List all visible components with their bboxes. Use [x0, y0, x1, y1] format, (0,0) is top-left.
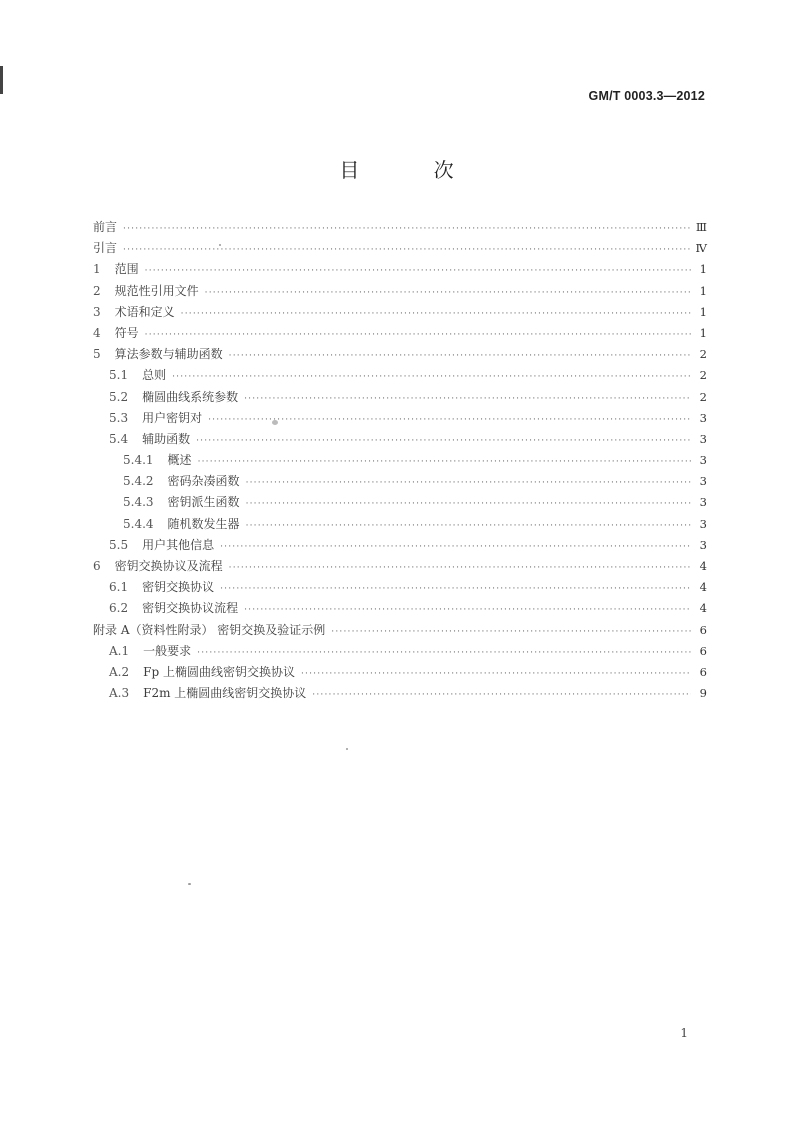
toc-entry-page: 1 [699, 262, 707, 277]
toc-dot-leader [220, 584, 691, 594]
toc-entry-page: 9 [699, 686, 707, 701]
toc-entry-number: A.3 [109, 686, 130, 701]
toc-entry-label: F2m 上椭圆曲线密钥交换协议 [143, 686, 307, 701]
toc-entry-label: 规范性引用文件 [114, 283, 199, 298]
toc-dot-leader [123, 245, 689, 255]
toc-entry-label: 用户其他信息 [142, 537, 215, 552]
toc-entry[interactable] [93, 493, 707, 514]
toc-entry-label: 概述 [167, 453, 192, 468]
toc-dot-leader [123, 224, 690, 234]
toc-entry-number: 6.1 [109, 580, 129, 595]
scan-speck [272, 420, 278, 425]
toc-entry-number: 5.4.3 [123, 495, 154, 510]
toc-entry-page: 6 [699, 643, 707, 658]
toc-entry-label: 用户密钥对 [142, 410, 203, 425]
toc-entry[interactable] [93, 430, 707, 451]
toc-entry-number: 2 [93, 283, 101, 298]
toc-entry-number: 3 [93, 304, 101, 319]
toc-entry[interactable] [93, 472, 707, 493]
table-of-contents [93, 218, 707, 705]
toc-entry[interactable] [93, 642, 707, 663]
toc-entry-label: 密钥交换协议 [142, 580, 215, 595]
toc-dot-leader [331, 627, 691, 637]
toc-dot-leader [220, 542, 691, 552]
toc-entry-number: 5.4 [109, 431, 129, 446]
toc-dot-leader [246, 521, 691, 531]
toc-entry[interactable] [93, 388, 707, 409]
toc-entry-page: 2 [699, 347, 707, 362]
toc-dot-leader [244, 394, 691, 404]
toc-entry-page: 3 [699, 537, 707, 552]
toc-entry-label: 算法参数与辅助函数 [114, 347, 223, 362]
toc-entry-number: 5.1 [109, 368, 129, 383]
toc-entry-label: 密钥交换协议及流程 [114, 559, 223, 573]
toc-entry-page: 1 [699, 304, 707, 319]
toc-dot-leader [172, 372, 691, 382]
toc-entry-number: 5.5 [109, 537, 129, 552]
toc-entry-page: 3 [699, 516, 707, 531]
toc-dot-leader [196, 436, 691, 446]
toc-entry-number: 5.4.4 [123, 516, 154, 531]
toc-entry[interactable] [93, 578, 707, 599]
toc-entry[interactable] [93, 366, 707, 387]
toc-entry[interactable] [93, 599, 707, 620]
toc-entry-label: 符号 [114, 325, 139, 340]
toc-entry[interactable] [93, 451, 707, 472]
toc-entry-page: 3 [699, 410, 707, 425]
toc-entry-page: 3 [699, 495, 707, 510]
toc-dot-leader [145, 330, 691, 340]
toc-entry-label: 引言 [93, 241, 118, 256]
toc-dot-leader [301, 669, 691, 679]
toc-entry-page: 6 [699, 622, 707, 637]
scan-edge-mark [0, 66, 3, 94]
toc-dot-leader [198, 457, 691, 467]
toc-dot-leader [205, 288, 691, 298]
toc-entry-page: 2 [699, 368, 707, 383]
toc-entry-label: 密钥交换协议流程 [142, 601, 239, 616]
toc-entry-label: 随机数发生器 [167, 516, 240, 531]
scan-speck [346, 748, 348, 750]
toc-entry-number: 6.2 [109, 601, 129, 616]
toc-dot-leader [246, 478, 691, 488]
toc-entry-number: A.2 [109, 664, 130, 679]
toc-entry-page: 6 [699, 664, 707, 679]
toc-entry-label: 范围 [114, 262, 139, 277]
toc-dot-leader [145, 266, 691, 276]
standard-code: GM/T 0003.3—2012 [588, 89, 705, 103]
toc-entry[interactable] [93, 536, 707, 557]
toc-entry-label: 附录 A（资料性附录） 密钥交换及验证示例 [93, 622, 326, 637]
toc-entry[interactable] [93, 324, 707, 345]
toc-entry-number: 5 [93, 347, 101, 362]
toc-entry-page: 1 [699, 325, 707, 340]
toc-entry[interactable] [93, 557, 707, 578]
toc-dot-leader [312, 690, 691, 700]
toc-entry-number: 5.2 [109, 389, 129, 404]
toc-entry-label: 总则 [142, 368, 167, 383]
toc-entry-number: 4 [93, 325, 101, 340]
toc-entry-number: 5.3 [109, 410, 129, 425]
toc-dot-leader [244, 605, 691, 615]
toc-entry-number: 5.4.2 [123, 474, 154, 489]
toc-dot-leader [197, 648, 691, 658]
toc-entry-page: 3 [699, 431, 707, 446]
toc-entry-page: 3 [699, 453, 707, 468]
toc-entry-label: 椭圆曲线系统参数 [142, 389, 239, 404]
toc-entry-page: Ⅳ [695, 241, 707, 256]
toc-entry-label: 术语和定义 [114, 304, 175, 319]
toc-entry-page: Ⅲ [695, 220, 707, 234]
toc-entry[interactable] [93, 621, 707, 642]
toc-entry-number: 6 [93, 559, 101, 573]
toc-entry-page: 3 [699, 474, 707, 489]
toc-entry-number: 5.4.1 [123, 453, 154, 468]
toc-entry[interactable] [93, 684, 707, 705]
toc-entry[interactable] [93, 303, 707, 324]
toc-dot-leader [181, 309, 691, 319]
toc-entry-label: 一般要求 [143, 643, 192, 658]
scan-speck [219, 244, 221, 246]
toc-entry-number: 1 [93, 262, 101, 277]
toc-entry-label: Fp 上椭圆曲线密钥交换协议 [143, 664, 295, 679]
toc-entry[interactable] [93, 345, 707, 366]
toc-title: 目 次 [339, 158, 488, 182]
toc-entry[interactable] [93, 239, 707, 260]
toc-entry-label: 前言 [93, 220, 118, 234]
toc-dot-leader [246, 499, 691, 509]
toc-entry[interactable] [93, 218, 707, 239]
toc-entry-number: A.1 [109, 643, 130, 658]
toc-entry-page: 4 [699, 559, 707, 573]
toc-entry-label: 密钥派生函数 [167, 495, 240, 510]
toc-entry[interactable] [93, 260, 707, 281]
toc-entry-page: 2 [699, 389, 707, 404]
toc-entry[interactable] [93, 409, 707, 430]
toc-dot-leader [229, 351, 691, 361]
toc-entry-page: 4 [699, 580, 707, 595]
toc-entry-page: 4 [699, 601, 707, 616]
toc-dot-leader [229, 563, 691, 573]
toc-entry[interactable] [93, 282, 707, 303]
toc-entry[interactable] [93, 515, 707, 536]
toc-dot-leader [208, 415, 691, 425]
scan-speck [188, 883, 191, 885]
toc-entry-label: 密码杂凑函数 [167, 474, 240, 489]
toc-entry-page: 1 [699, 283, 707, 298]
page-number: 1 [680, 1026, 688, 1040]
toc-entry[interactable] [93, 663, 707, 684]
toc-entry-label: 辅助函数 [142, 431, 191, 446]
